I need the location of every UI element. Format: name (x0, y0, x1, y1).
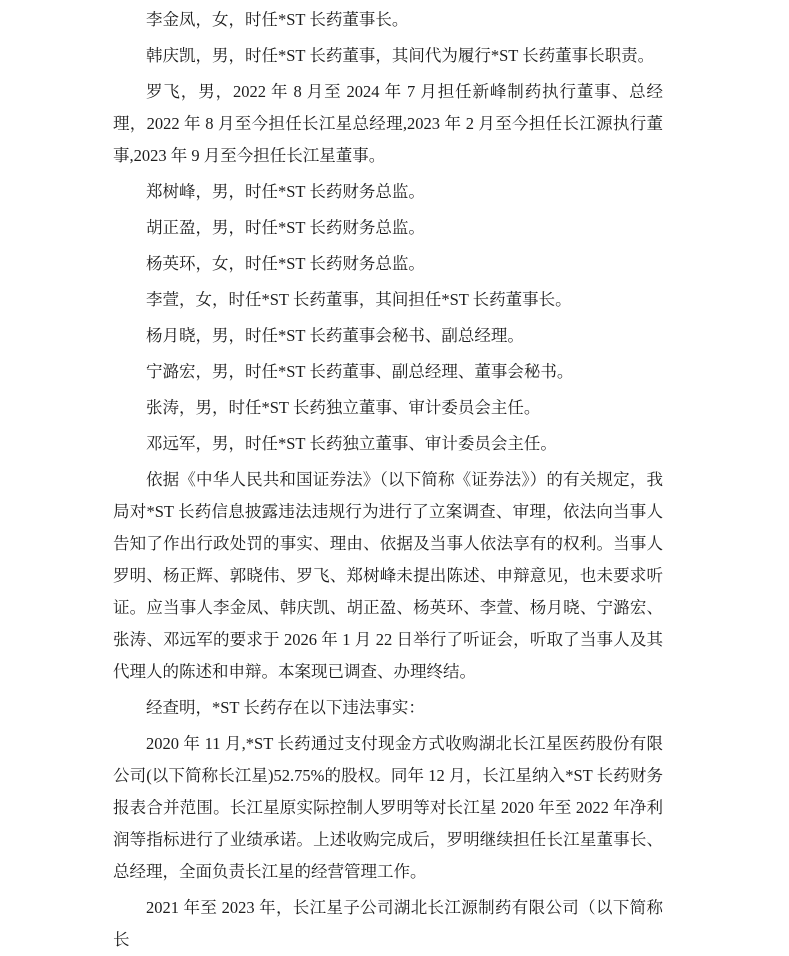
document-body (113, 4, 663, 956)
paragraph-person-lixuan: 李萱，女，时任*ST 长药董事，其间担任*ST 长药董事长。 (146, 290, 572, 309)
paragraph-person-zhangtao: 张涛，男，时任*ST 长药独立董事、审计委员会主任。 (146, 398, 541, 417)
paragraph-person-yangyuexiao: 杨月晓，男，时任*ST 长药董事会秘书、副总经理。 (146, 326, 524, 345)
paragraph-person-huzhengying: 胡正盈，男，时任*ST 长药财务总监。 (146, 218, 425, 237)
paragraph-person-luofei: 罗飞，男，2022 年 8 月至 2024 年 7 月担任新峰制药执行董事、总经理，2022 年 8 月至今担任长江星总经理,2023 年 2 月至今担任长江源执行董事,2023 年 9 月至今担任长江星董事。 (113, 82, 664, 165)
paragraph-person-hanqingkai: 韩庆凯，男，时任*ST 长药董事，其间代为履行*ST 长药董事长职责。 (146, 46, 655, 65)
paragraph-findings-intro: 经查明，*ST 长药存在以下违法事实： (146, 698, 425, 717)
paragraph-procedure-statement: 依据《中华人民共和国证券法》（以下简称《证券法》）的有关规定，我局对*ST 长药信息披露违法违规行为进行了立案调查、审理，依法向当事人告知了作出行政处罚的事实、理由、依据及当事人依法享有的权利。当事人罗明、杨正辉、郭晓伟、罗飞、郑树峰未提出陈述、申辩意见，也未要求听证。应当事人李金凤、韩庆凯、胡正盈、杨英环、李萱、杨月晓、宁潞宏、张涛、邓远军的要求于 2026 年 1 月 22 日举行了听证会，听取了当事人及其代理人的陈述和申辩。本案现已调查、办理终结。 (113, 470, 663, 681)
paragraph-subsidiary-facts-cutoff: 2021 年至 2023 年，长江星子公司湖北长江源制药有限公司（以下简称长 (113, 898, 663, 949)
paragraph-person-lijinfeng: 李金凤，女，时任*ST 长药董事长。 (146, 10, 409, 29)
paragraph-acquisition-facts: 2020 年 11 月,*ST 长药通过支付现金方式收购湖北长江星医药股份有限公司(以下简称长江星)52.75%的股权。同年 12 月，长江星纳入*ST 长药财务报表合并范围。长江星原实际控制人罗明等对长江星 2020 年至 2022 年净利润等指标进行了业绩承诺。上述收购完成后，罗明继续担任长江星董事长、总经理，全面负责长江星的经营管理工作。 (113, 734, 663, 881)
paragraph-person-dengyuanjun: 邓远军，男，时任*ST 长药独立董事、审计委员会主任。 (146, 434, 557, 453)
paragraph-person-zhengshufeng: 郑树峰，男，时任*ST 长药财务总监。 (146, 182, 425, 201)
paragraph-person-ninglupan: 宁潞宏，男，时任*ST 长药董事、副总经理、董事会秘书。 (146, 362, 574, 381)
paragraph-person-yangyinghuan: 杨英环，女，时任*ST 长药财务总监。 (146, 254, 425, 273)
